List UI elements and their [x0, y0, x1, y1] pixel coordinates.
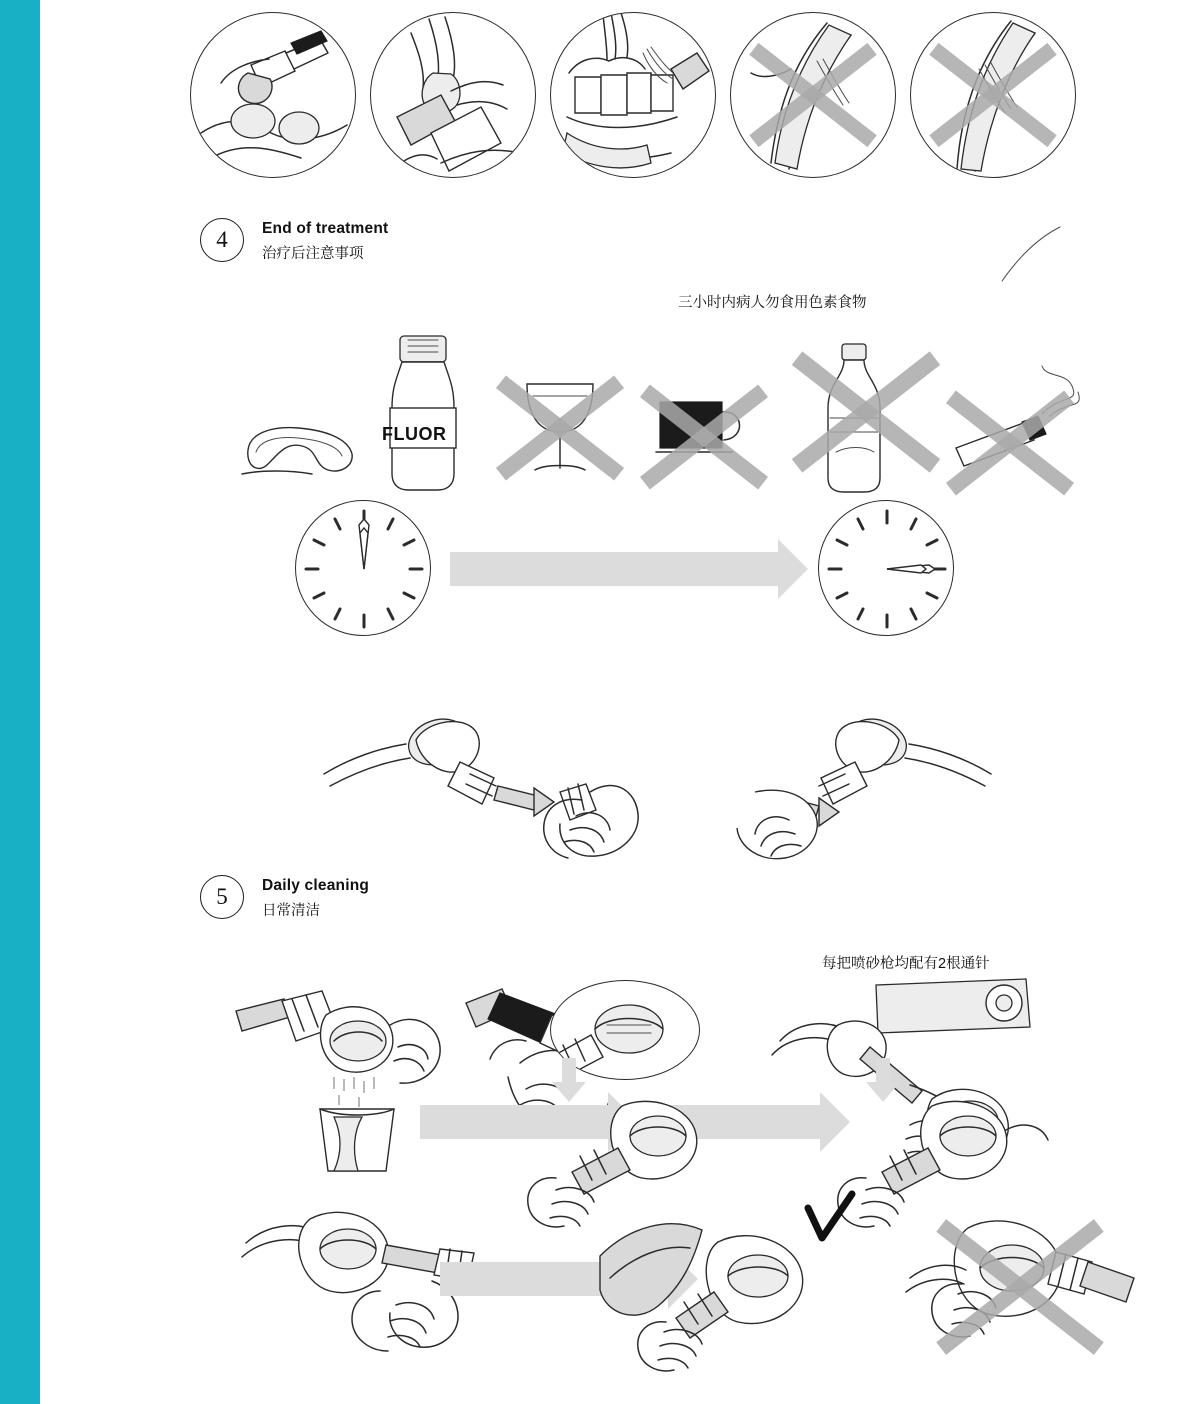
wine-glass-icon	[505, 370, 615, 490]
step-5-header	[200, 875, 369, 920]
step-number: 4	[200, 218, 244, 262]
figure-spray-direct-forbidden	[910, 12, 1076, 178]
step-title-cn: 治疗后注意事项	[262, 245, 364, 262]
figure-disconnect-handpiece	[320, 700, 650, 870]
page-fold-detail	[1000, 225, 1070, 285]
clock-end	[818, 500, 954, 636]
coffee-cup-icon	[650, 390, 760, 480]
fluor-label: FLUOR	[382, 424, 447, 444]
figure-handpiece-in-mouth	[370, 12, 536, 178]
page-content	[120, 0, 1200, 1404]
figure-spray-on-gum-forbidden	[730, 12, 896, 178]
step-title: Daily cleaning	[262, 877, 370, 894]
cola-bottle-icon	[810, 340, 900, 500]
clock-start	[295, 500, 431, 636]
figure-do-not-autoclave-wrong	[870, 1190, 1170, 1380]
fluoride-tray-icon	[240, 420, 360, 490]
left-margin	[40, 0, 120, 1404]
figure-polishing-cup	[190, 12, 356, 178]
figure-fill-powder-chamber	[230, 985, 480, 1175]
fluoride-bottle-icon	[378, 330, 468, 495]
cigarette-icon	[950, 360, 1090, 490]
step-title: End of treatment	[262, 220, 389, 237]
note-avoid-pigmented-food: 三小时内病人勿食用色素食物	[678, 295, 867, 311]
figure-interdental-spray	[550, 12, 716, 178]
note-two-needles: 每把喷砂枪均配有2根通针	[822, 956, 990, 972]
step-number: 5	[200, 875, 244, 919]
time-arrow	[450, 552, 780, 586]
step-title-cn: 日常清洁	[262, 902, 320, 919]
figure-wipe-dry	[590, 1190, 890, 1380]
figure-connect-handpiece	[665, 700, 995, 870]
step-4-header	[200, 218, 388, 263]
accent-bar	[0, 0, 40, 1404]
